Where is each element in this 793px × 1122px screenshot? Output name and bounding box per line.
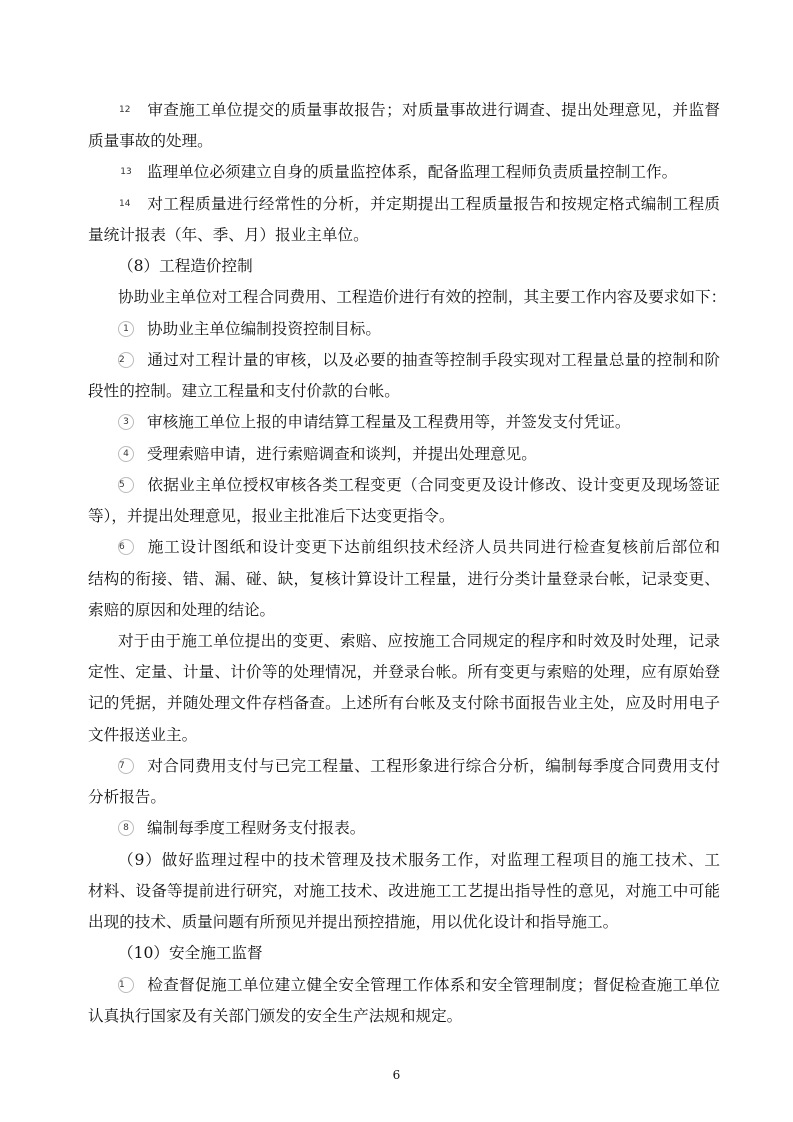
item-number-marker: 13 bbox=[120, 167, 132, 178]
text-line bbox=[88, 970, 720, 1001]
text-line bbox=[88, 782, 720, 813]
line-text: 质量事故的处理。 bbox=[88, 132, 213, 151]
line-text: 出现的技术、质量问题有所预见并提出预控措施，用以优化设计和指导施工。 bbox=[88, 913, 619, 932]
line-text: （9）做好监理过程中的技术管理及技术服务工作，对监理工程项目的施工技术、工 bbox=[118, 850, 720, 869]
text-line bbox=[88, 126, 720, 157]
paragraph bbox=[88, 282, 727, 313]
numbered-paragraph bbox=[88, 345, 720, 407]
text-line bbox=[88, 501, 720, 532]
numbered-paragraph bbox=[88, 95, 720, 157]
numbered-paragraph bbox=[88, 970, 720, 1032]
line-text: 编制每季度工程财务支付报表。 bbox=[147, 819, 366, 838]
line-text: 对工程质量进行经常性的分析，并定期提出工程质量报告和按规定格式编制工程质 bbox=[147, 194, 720, 213]
item-number-marker: 7 bbox=[118, 758, 134, 774]
paragraph bbox=[88, 938, 720, 969]
line-text: （10）安全施工监督 bbox=[118, 944, 263, 963]
text-line bbox=[88, 845, 720, 876]
text-line bbox=[88, 157, 720, 188]
text-line bbox=[88, 564, 720, 595]
text-line bbox=[88, 314, 720, 345]
page-number: 6 bbox=[392, 1068, 401, 1082]
text-line bbox=[88, 220, 720, 251]
line-text: 索赔的原因和处理的结论。 bbox=[88, 600, 276, 619]
line-text: 量统计报表（年、季、月）报业主单位。 bbox=[88, 225, 369, 244]
item-number-marker: 5 bbox=[118, 477, 134, 493]
text-line bbox=[88, 1001, 720, 1032]
line-text: 审查施工单位提交的质量事故报告；对质量事故进行调查、提出处理意见，并监督 bbox=[147, 101, 720, 119]
paragraph bbox=[88, 626, 720, 751]
text-line bbox=[88, 189, 720, 220]
numbered-paragraph bbox=[88, 470, 720, 532]
numbered-paragraph bbox=[88, 532, 720, 626]
item-number-marker: 4 bbox=[118, 446, 134, 462]
line-text: 审核施工单位上报的申请结算工程量及工程费用等，并签发支付凭证。 bbox=[147, 413, 631, 432]
item-number-marker: 1 bbox=[118, 321, 134, 337]
text-line bbox=[88, 532, 720, 563]
numbered-paragraph bbox=[88, 751, 720, 813]
text-line bbox=[88, 688, 720, 719]
text-line bbox=[88, 407, 720, 438]
text-line bbox=[88, 345, 720, 376]
text-line bbox=[88, 813, 720, 844]
text-line bbox=[88, 626, 720, 657]
line-text: 依据业主单位授权审核各类工程变更（合同变更及设计修改、设计变更及现场签证 bbox=[147, 475, 720, 494]
text-line bbox=[88, 938, 720, 969]
numbered-paragraph bbox=[88, 407, 720, 438]
line-text: 分析报告。 bbox=[88, 788, 166, 807]
line-text: 通过对工程计量的审核，以及必要的抽查等控制手段实现对工程量总量的控制和阶 bbox=[147, 350, 720, 369]
paragraph bbox=[88, 845, 720, 939]
text-line bbox=[88, 876, 720, 907]
text-line bbox=[88, 251, 720, 282]
line-text: 结构的衔接、错、漏、碰、缺，复核计算设计工程量，进行分类计量登录台帐，记录变更、 bbox=[88, 569, 720, 588]
text-line bbox=[88, 282, 727, 313]
line-text: 监理单位必须建立自身的质量监控体系，配备监理工程师负责质量控制工作。 bbox=[147, 163, 678, 182]
numbered-paragraph bbox=[88, 813, 720, 844]
item-number-marker: 2 bbox=[118, 352, 134, 368]
line-text: 认真执行国家及有关部门颁发的安全生产法规和规定。 bbox=[88, 1006, 463, 1025]
line-text: 检查督促施工单位建立健全安全管理工作体系和安全管理制度；督促检查施工单位 bbox=[147, 975, 720, 994]
line-text: 段性的控制。建立工程量和支付价款的台帐。 bbox=[88, 382, 400, 401]
item-number-marker: 12 bbox=[119, 105, 131, 115]
line-text: 定性、定量、计量、计价等的处理情况，并登录台帐。所有变更与索赔的处理，应有原始登 bbox=[88, 663, 720, 682]
numbered-paragraph bbox=[88, 157, 720, 188]
text-line bbox=[88, 439, 720, 470]
text-line bbox=[88, 95, 720, 126]
paragraph bbox=[88, 251, 720, 282]
numbered-paragraph bbox=[88, 439, 720, 470]
line-text: 施工设计图纸和设计变更下达前组织技术经济人员共同进行检查复核前后部位和 bbox=[147, 538, 720, 557]
line-text: 文件报送业主。 bbox=[88, 725, 198, 744]
item-number-marker: 8 bbox=[118, 820, 134, 836]
line-text: 等），并提出处理意见，报业主批准后下达变更指令。 bbox=[88, 507, 455, 526]
line-text: 协助业主单位编制投资控制目标。 bbox=[147, 319, 381, 338]
item-number-marker: 14 bbox=[119, 198, 131, 209]
line-text: 记的凭据，并随处理文件存档备查。上述所有台帐及支付除书面报告业主处，应及时用电子 bbox=[88, 694, 720, 713]
item-number-marker: 3 bbox=[118, 414, 134, 430]
item-number-marker: 6 bbox=[118, 539, 134, 555]
text-line bbox=[88, 657, 720, 688]
text-line bbox=[88, 595, 720, 626]
text-line bbox=[88, 376, 720, 407]
text-line bbox=[88, 470, 720, 501]
item-number-marker: 1 bbox=[118, 977, 134, 993]
text-line bbox=[88, 720, 720, 751]
text-line bbox=[88, 751, 720, 782]
line-text: （8）工程造价控制 bbox=[118, 257, 253, 276]
numbered-paragraph bbox=[88, 189, 720, 251]
document-body bbox=[88, 95, 727, 1032]
line-text: 协助业主单位对工程合同费用、工程造价进行有效的控制，其主要工作内容及要求如下： bbox=[118, 288, 727, 307]
numbered-paragraph bbox=[88, 314, 720, 345]
line-text: 对合同费用支付与已完工程量、工程形象进行综合分析，编制每季度合同费用支付 bbox=[147, 756, 720, 775]
text-line bbox=[88, 907, 720, 938]
line-text: 材料、设备等提前进行研究，对施工技术、改进施工工艺提出指导性的意见，对施工中可能 bbox=[88, 881, 720, 900]
line-text: 受理索赔申请，进行索赔调查和谈判，并提出处理意见。 bbox=[147, 444, 537, 463]
line-text: 对于由于施工单位提出的变更、索赔、应按施工合同规定的程序和时效及时处理，记录 bbox=[118, 631, 720, 650]
